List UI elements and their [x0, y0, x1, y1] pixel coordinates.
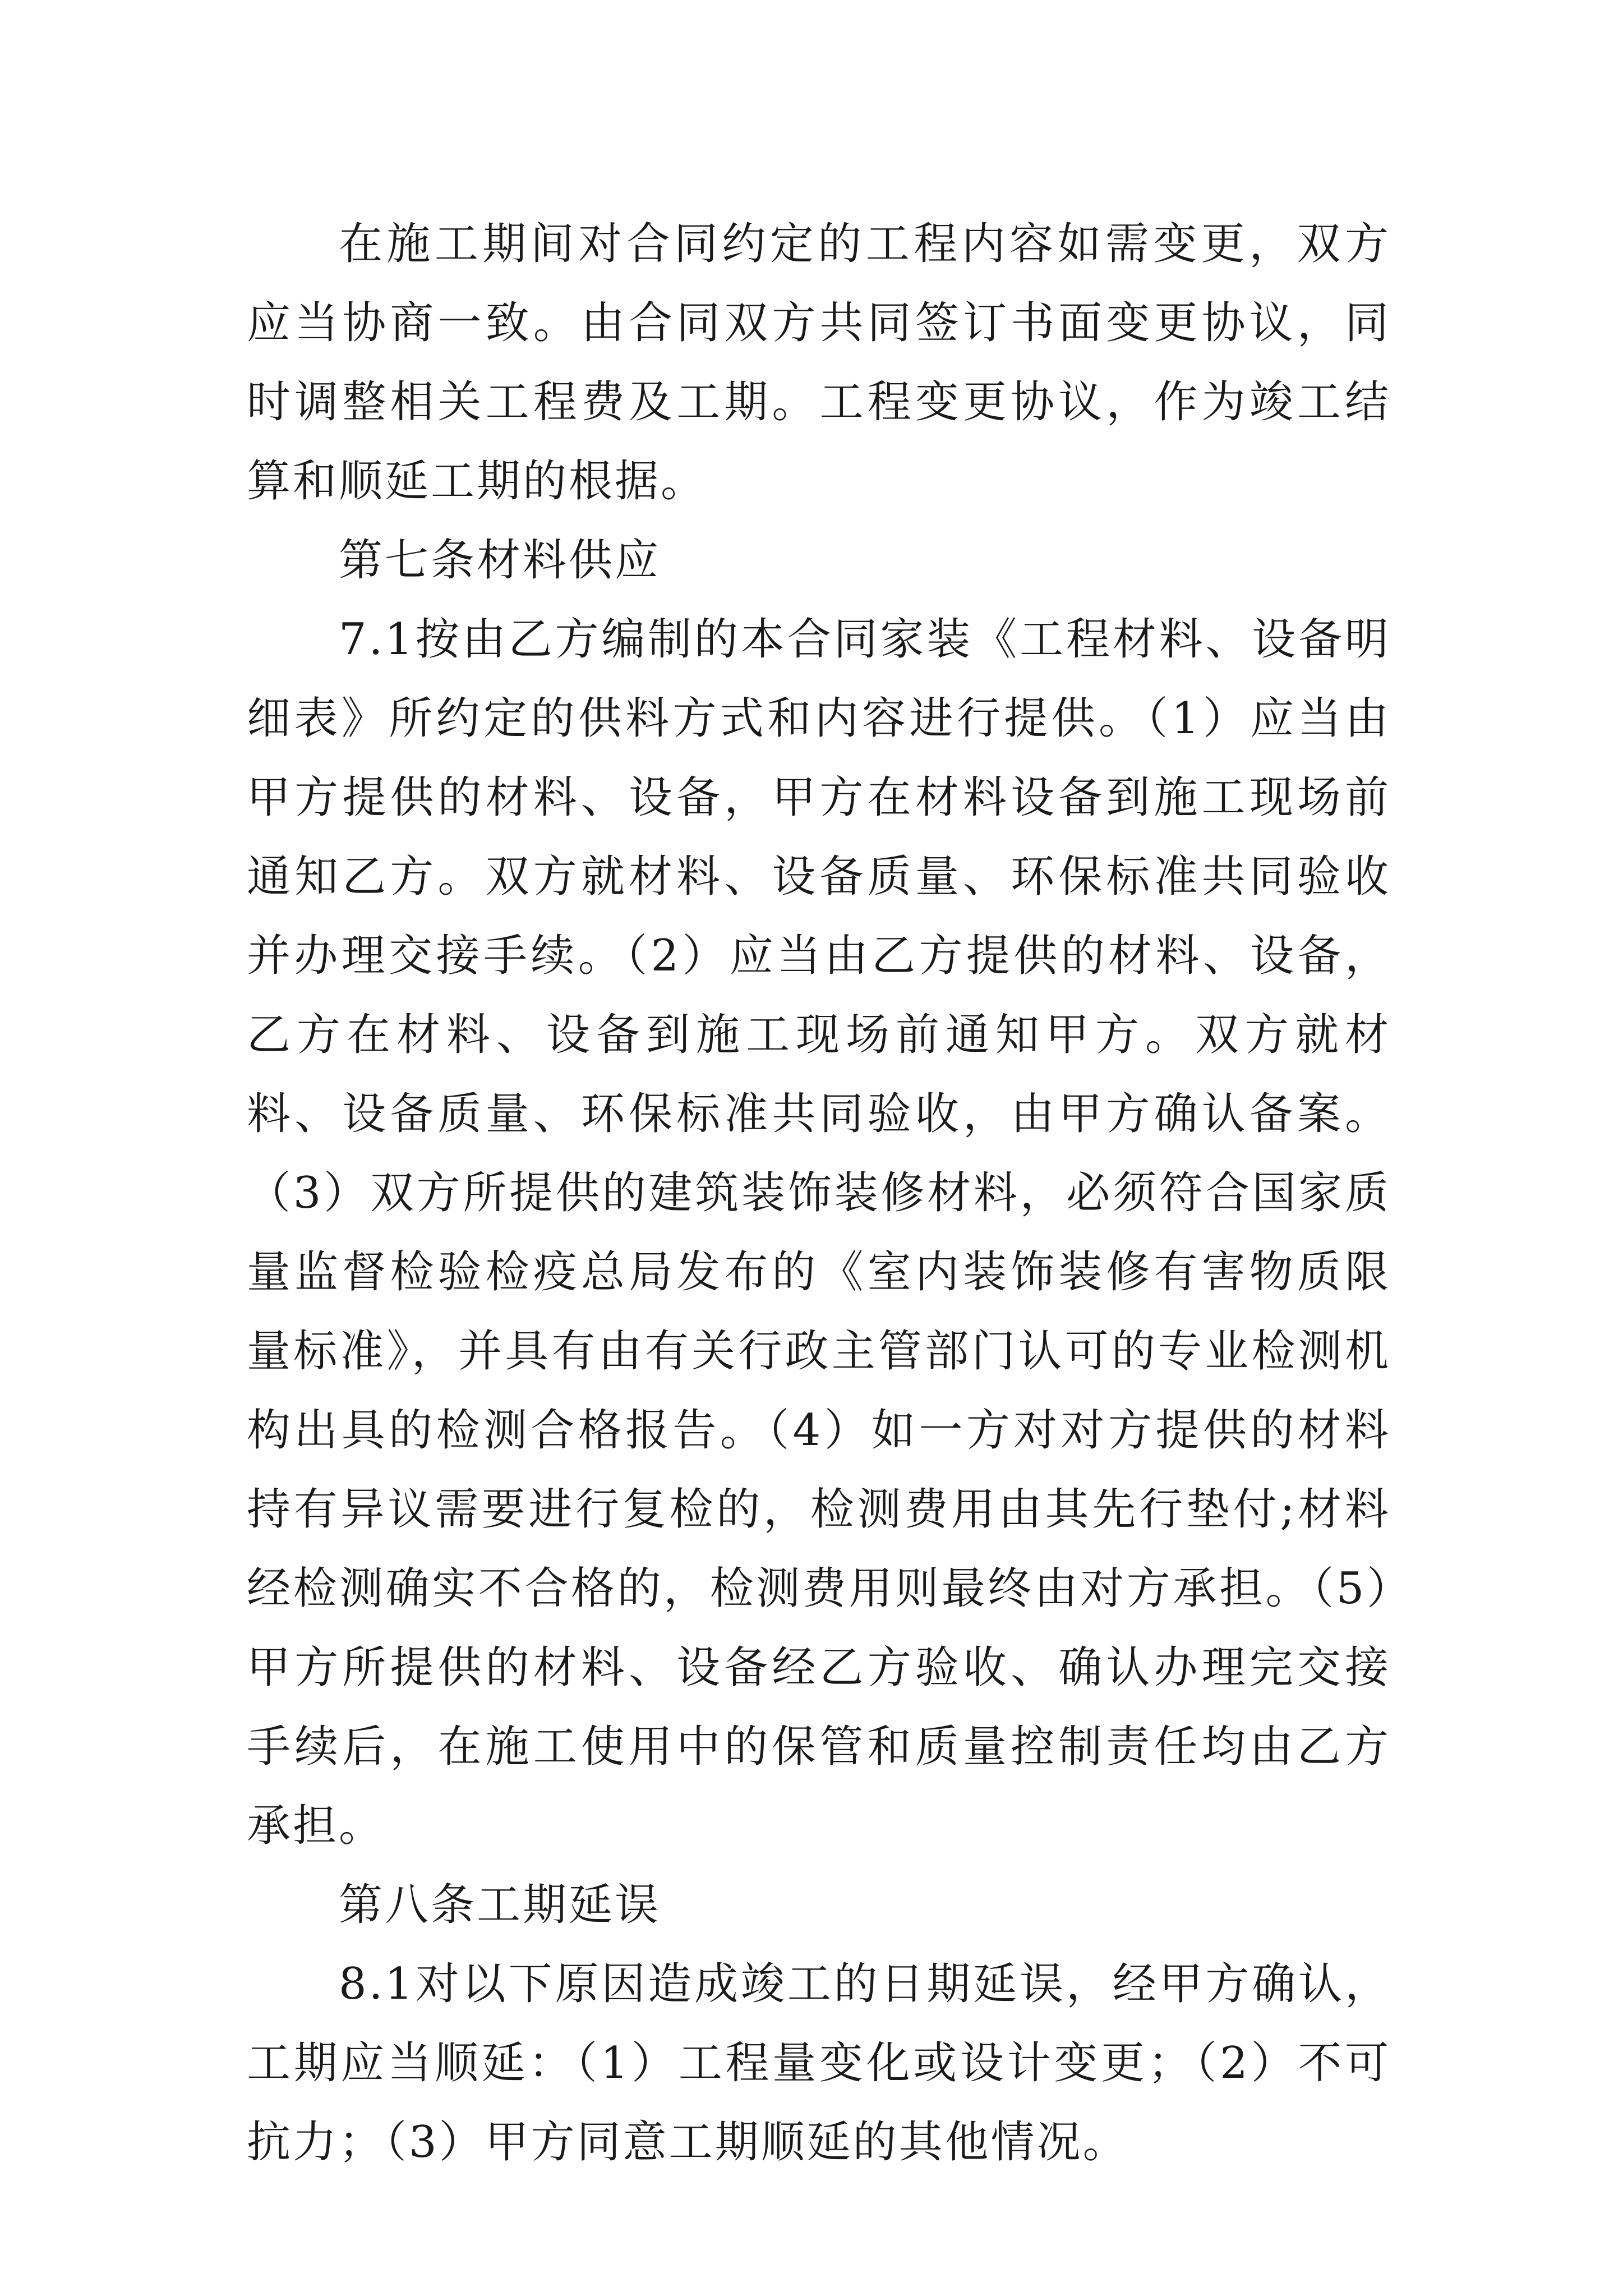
- paragraph-material-supply: 7.1按由乙方编制的本合同家装《工程材料、设备明细表》所约定的供料方式和内容进行提供。（1）应当由甲方提供的材料、设备，甲方在材料设备到施工现场前通知乙方。双方就材料、设备质量、环保标准共同验收并办理交接手续。（2）应当由乙方提供的材料、设备，乙方在材料、设备到施工现场前通知甲方。双方就材料、设备质量、环保标准共同验收，由甲方确认备案。（3）双方所提供的建筑装饰装修材料，必须符合国家质量监督检验检疫总局发布的《室内装饰装修有害物质限量标准》，并具有由有关行政主管部门认可的专业检测机构出具的检测合格报告。（4）如一方对对方提供的材料持有异议需要进行复检的，检测费用由其先行垫付;材料经检测确实不合格的，检测费用则最终由对方承担。（5）甲方所提供的材料、设备经乙方验收、确认办理完交接手续后，在施工使用中的保管和质量控制责任均由乙方承担。: [247, 614, 1391, 1851]
- heading-article-7: 第七条材料供应: [339, 535, 661, 586]
- paragraph-delay-clause: 8.1对以下原因造成竣工的日期延误，经甲方确认，工期应当顺延：（1）工程量变化或设计变更；（2）不可抗力；（3）甲方同意工期顺延的其他情况。: [247, 1959, 1391, 2168]
- heading-article-8: 第八条工期延误: [339, 1880, 661, 1930]
- paragraph-change-clause: 在施工期间对合同约定的工程内容如需变更，双方应当协商一致。由合同双方共同签订书面变更协议，同时调整相关工程费及工期。工程变更协议，作为竣工结算和顺延工期的根据。: [247, 219, 1391, 507]
- document-body: [247, 205, 1391, 2182]
